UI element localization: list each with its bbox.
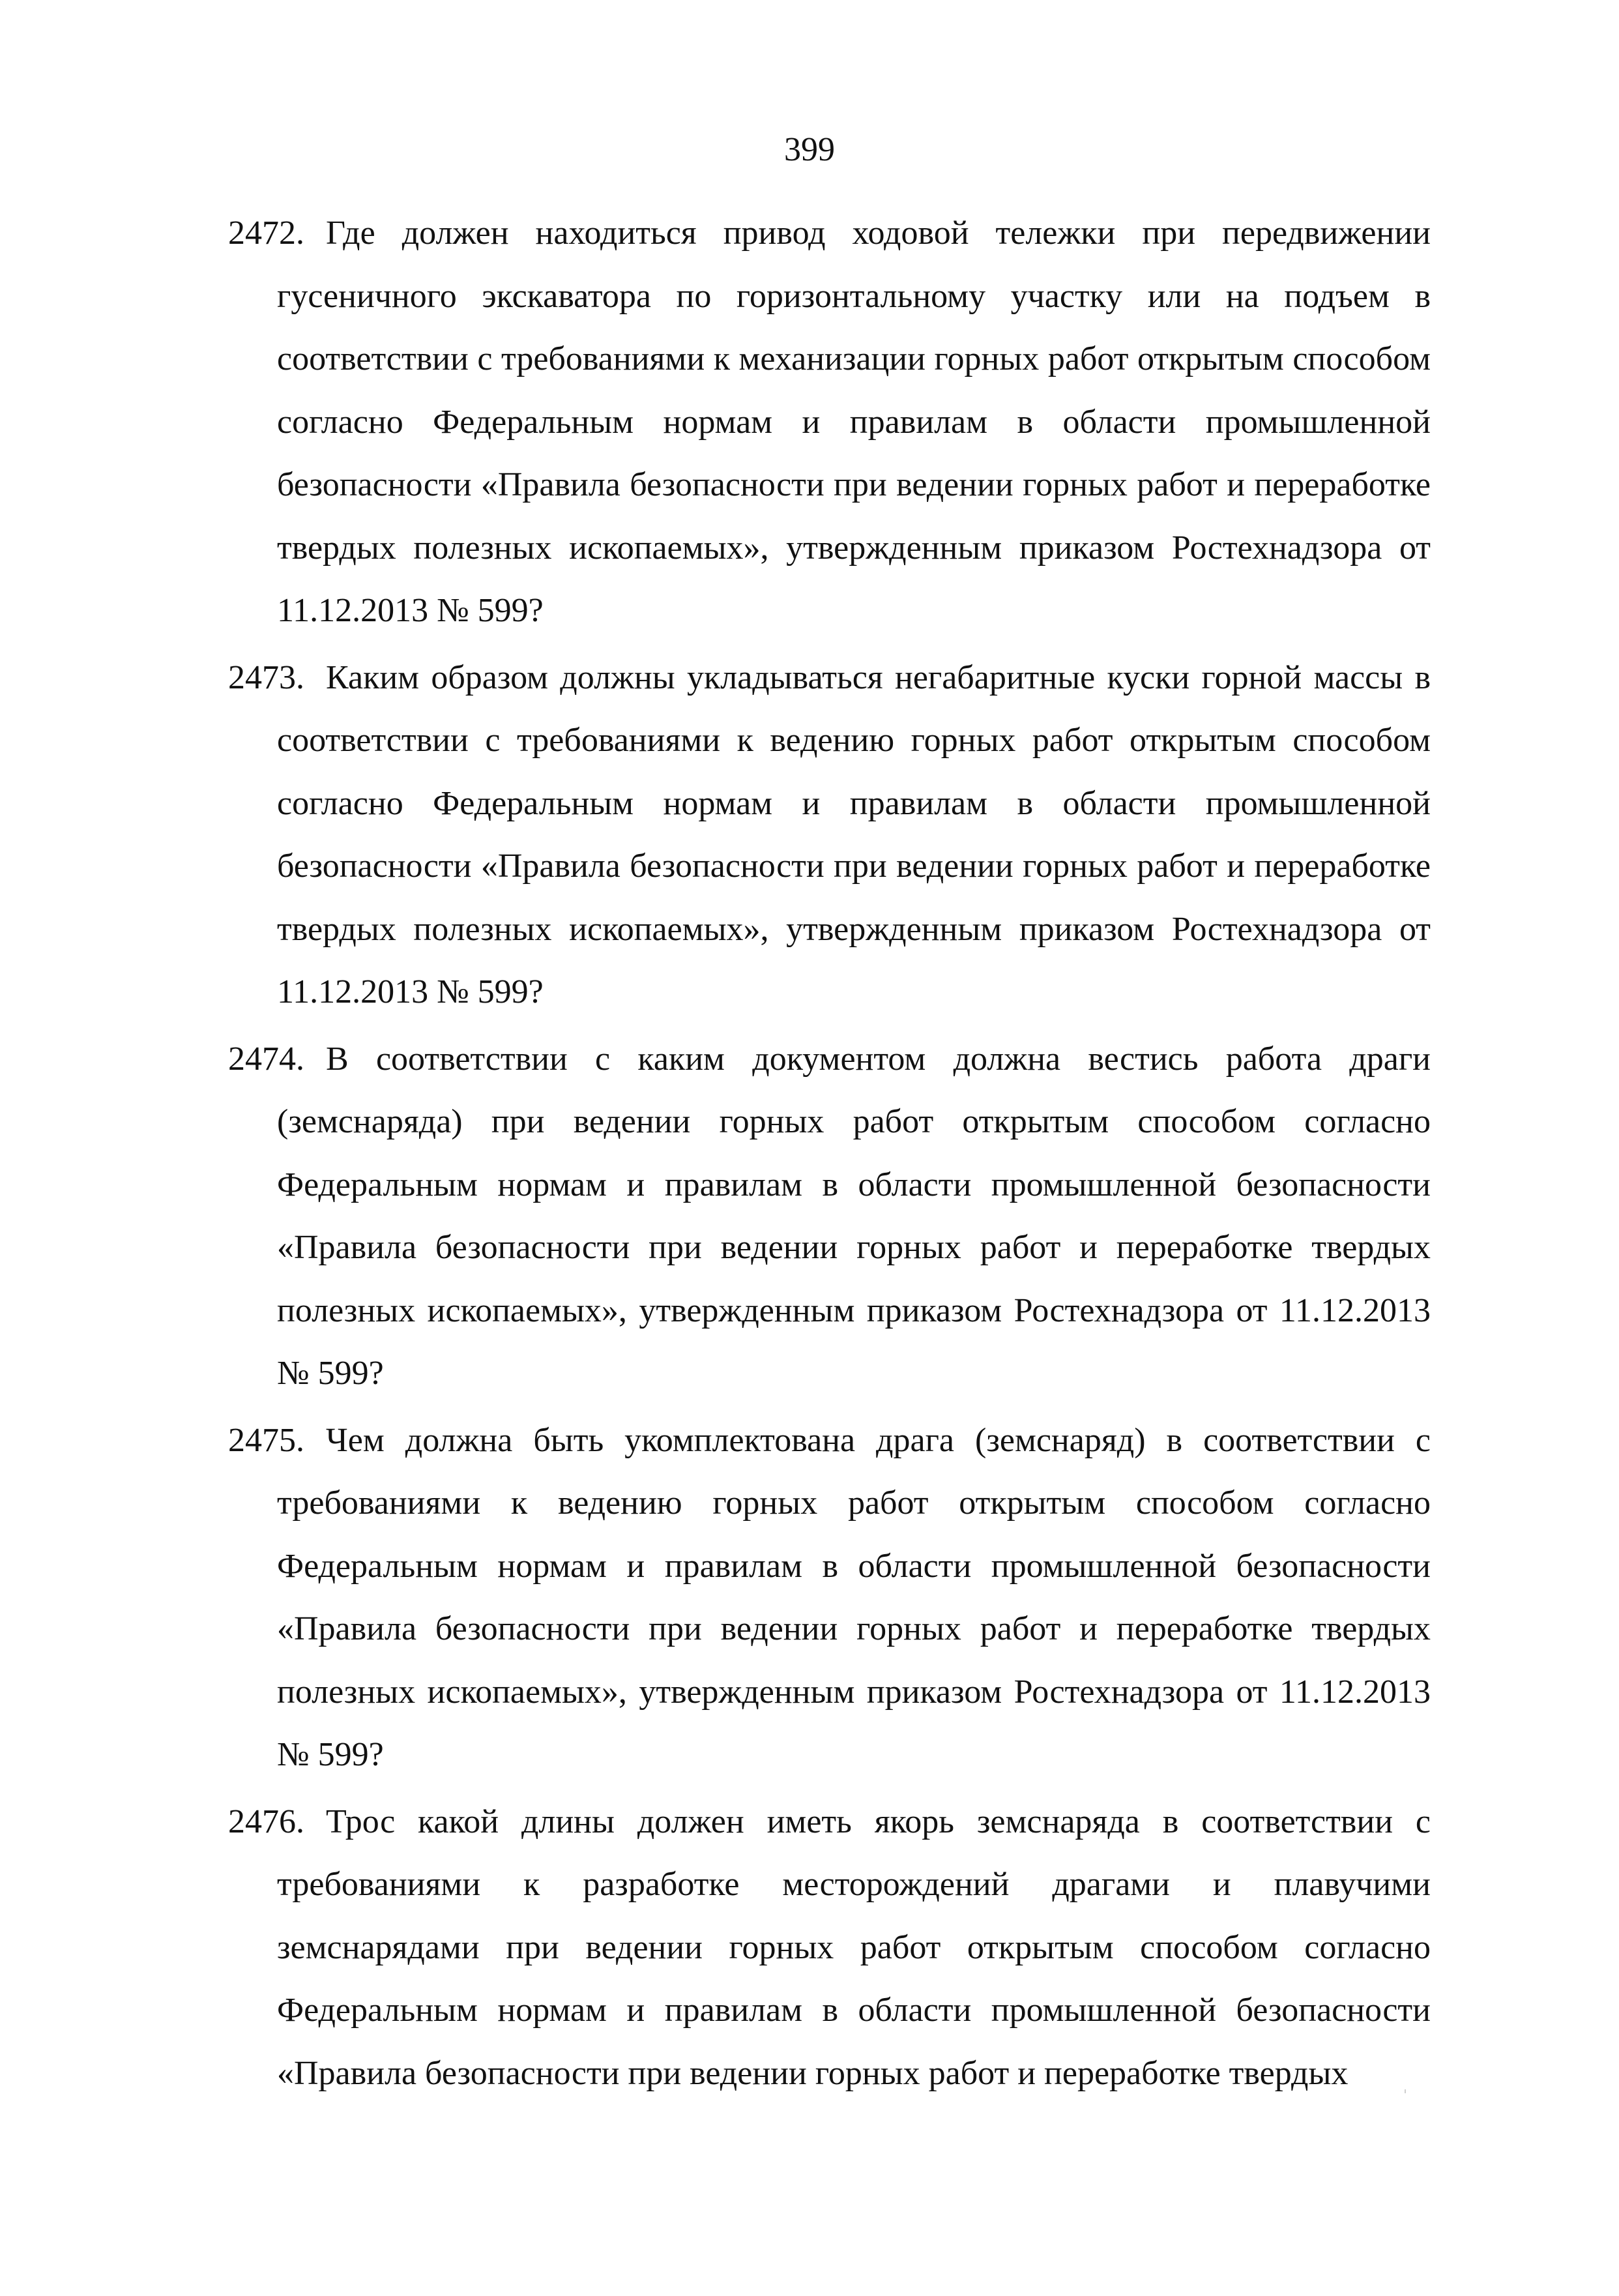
scan-artifact [1405,2089,1406,2093]
question-text: Трос какой длины должен иметь якорь земснаряда в соответствии с требованиями к разработке месторождений драгами и плавучими земснарядами при ведении горных работ открытым способом согласно Федеральным нормам и правилам в области промышленной безопасности «Правила безопасности при ведении горных работ и переработке твердых [277,1803,1431,2092]
question-item [228,647,1431,1024]
question-text: Каким образом должны укладываться негабаритные куски горной массы в соответствии с требованиями к ведению горных работ открытым способом согласно Федеральным нормам и правилам в области промышленной безопасности «Правила безопасности при ведении горных работ и переработке твердых полезных ископаемых», утвержденным приказом Ростехнадзора от 11.12.2013 № 599? [277,658,1431,1010]
question-number: 2475. [228,1421,304,1459]
question-number: 2474. [228,1040,304,1078]
question-text: Чем должна быть укомплектована драга (земснаряд) в соответствии с требованиями к ведению горных работ открытым способом согласно Федеральным нормам и правилам в области промышленной безопасности «Правила безопасности при ведении горных работ и переработке твердых полезных ископаемых», утвержденным приказом Ростехнадзора от 11.12.2013 № 599? [277,1421,1431,1773]
question-text: В соответствии с каким документом должна вестись работа драги (земснаряда) при ведении горных работ открытым способом согласно Федеральным нормам и правилам в области промышленной безопасности «Правила безопасности при ведении горных работ и переработке твердых полезных ископаемых», утвержденным приказом Ростехнадзора от 11.12.2013 № 599? [277,1040,1431,1392]
question-item [228,1791,1431,2106]
question-item [228,1409,1431,1787]
question-item [228,1028,1431,1406]
page-number: 399 [784,131,835,168]
question-number: 2472. [228,214,304,252]
question-number: 2473. [228,658,304,696]
question-list [228,202,1431,2105]
question-number: 2476. [228,1803,304,1840]
question-text: Где должен находиться привод ходовой тележки при передвижении гусеничного экскаватора по горизонтальному участку или на подъем в соответствии с требованиями к механизации горных работ открытым способом согласно Федеральным нормам и правилам в области промышленной безопасности «Правила безопасности при ведении горных работ и переработке твердых полезных ископаемых», утвержденным приказом Ростехнадзора от 11.12.2013 № 599? [277,214,1431,629]
question-item [228,202,1431,643]
